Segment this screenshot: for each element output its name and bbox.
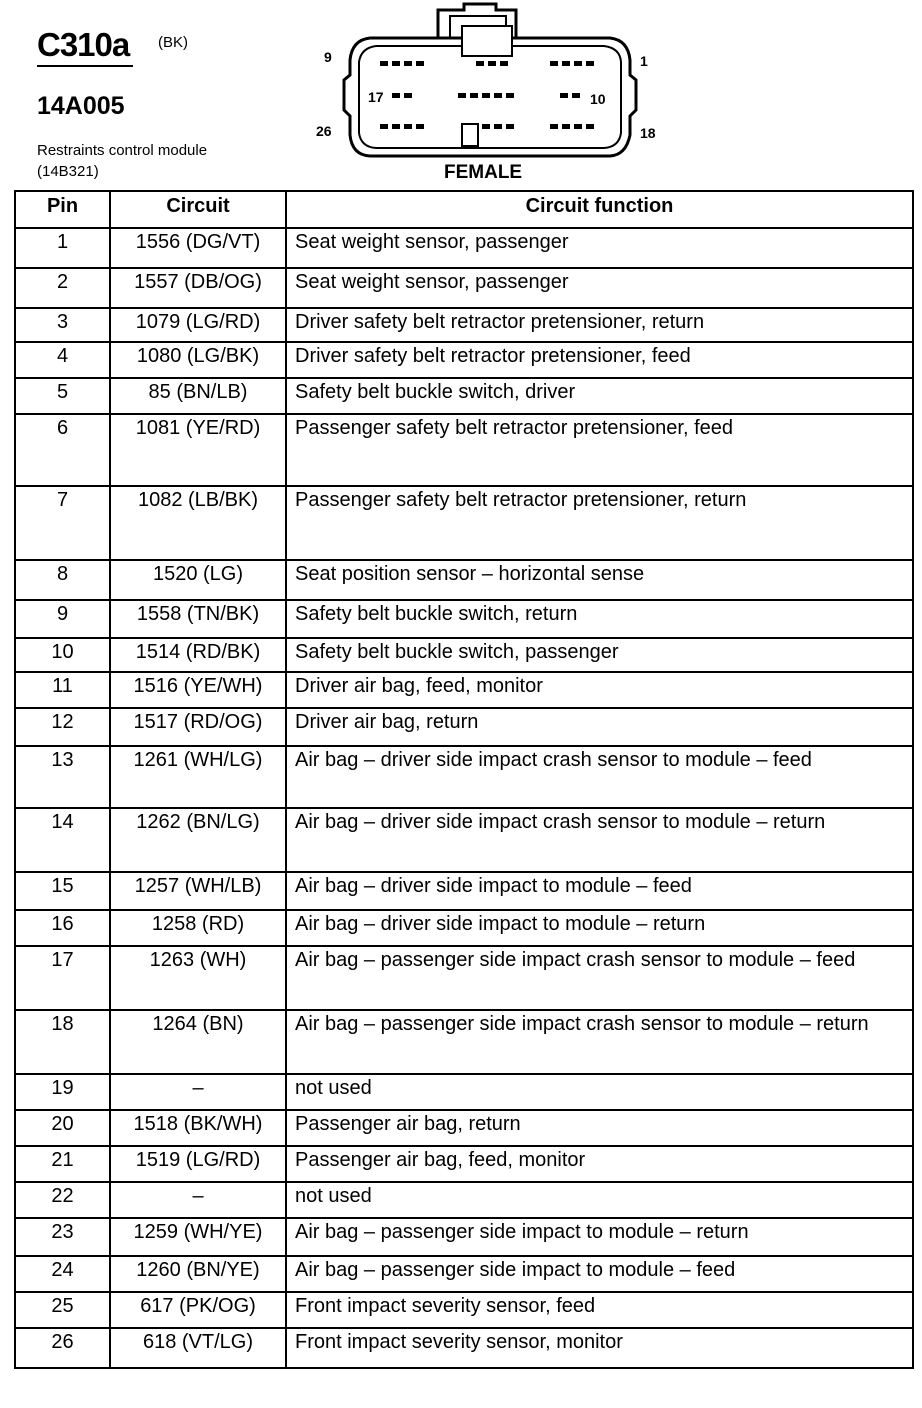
header-pin: Pin: [15, 191, 110, 228]
key-slot-top: [462, 26, 512, 56]
cell-function: not used: [286, 1074, 913, 1110]
pin-rows: [15, 228, 913, 1368]
table-row: [15, 672, 913, 708]
cell-function: Seat weight sensor, passenger: [286, 268, 913, 308]
cell-function: Air bag – passenger side impact to module – feed: [286, 1256, 913, 1292]
cell-circuit: 617 (PK/OG): [110, 1292, 286, 1328]
cell-circuit: –: [110, 1182, 286, 1218]
table-row: [15, 308, 913, 342]
cavity: [574, 61, 582, 66]
table-row: [15, 1146, 913, 1182]
pin-marker-17: 17: [368, 89, 384, 105]
cell-function: not used: [286, 1182, 913, 1218]
cavity: [562, 124, 570, 129]
table-row: [15, 378, 913, 414]
table-row: [15, 600, 913, 638]
cell-function: Safety belt buckle switch, return: [286, 600, 913, 638]
cell-function: Air bag – driver side impact crash sensor to module – feed: [286, 746, 913, 808]
cell-function: Air bag – driver side impact crash sensor to module – return: [286, 808, 913, 872]
table-row: [15, 910, 913, 946]
cell-circuit: 1259 (WH/YE): [110, 1218, 286, 1256]
cell-circuit: 1079 (LG/RD): [110, 308, 286, 342]
cell-function: Seat position sensor – horizontal sense: [286, 560, 913, 600]
header-circuit-function: Circuit function: [286, 191, 913, 228]
cell-circuit: 1556 (DG/VT): [110, 228, 286, 268]
cell-function: Air bag – passenger side impact crash sensor to module – return: [286, 1010, 913, 1074]
cavity: [550, 61, 558, 66]
table-row: [15, 1074, 913, 1110]
pin-marker-1: 1: [640, 53, 648, 69]
pin-marker-18: 18: [640, 125, 656, 141]
cell-pin: 15: [15, 872, 110, 910]
cell-pin: 8: [15, 560, 110, 600]
connector-face-diagram: [310, 0, 670, 170]
pin-marker-9: 9: [324, 49, 332, 65]
table-row: [15, 1256, 913, 1292]
cell-pin: 26: [15, 1328, 110, 1368]
cell-pin: 20: [15, 1110, 110, 1146]
cavity: [458, 93, 466, 98]
header-circuit: Circuit: [110, 191, 286, 228]
cell-function: Passenger air bag, feed, monitor: [286, 1146, 913, 1182]
cavity: [392, 61, 400, 66]
cell-function: Seat weight sensor, passenger: [286, 228, 913, 268]
cavity: [488, 61, 496, 66]
table-row: [15, 1110, 913, 1146]
cell-function: Front impact severity sensor, feed: [286, 1292, 913, 1328]
key-slot-bottom: [462, 124, 478, 146]
cell-circuit: 1261 (WH/LG): [110, 746, 286, 808]
cavity: [404, 124, 412, 129]
cell-function: Driver air bag, return: [286, 708, 913, 746]
table-row: [15, 560, 913, 600]
cavity: [380, 61, 388, 66]
cell-pin: 17: [15, 946, 110, 1010]
cell-pin: 10: [15, 638, 110, 672]
cell-circuit: 1558 (TN/BK): [110, 600, 286, 638]
table-row: [15, 1182, 913, 1218]
pin-table: [14, 190, 914, 1369]
cavity: [380, 124, 388, 129]
table-row: [15, 1218, 913, 1256]
cell-pin: 9: [15, 600, 110, 638]
cell-circuit: 1080 (LG/BK): [110, 342, 286, 378]
cell-pin: 12: [15, 708, 110, 746]
cavity: [494, 93, 502, 98]
part-number: 14A005: [37, 92, 125, 120]
connector-view-label: FEMALE: [444, 162, 523, 183]
connector-header: [0, 0, 922, 190]
cavity: [392, 93, 400, 98]
cell-circuit: 1082 (LB/BK): [110, 486, 286, 560]
cell-circuit: 1517 (RD/OG): [110, 708, 286, 746]
cell-function: Passenger safety belt retractor pretensioner, feed: [286, 414, 913, 486]
cell-pin: 19: [15, 1074, 110, 1110]
cavity: [482, 93, 490, 98]
cell-pin: 16: [15, 910, 110, 946]
cell-circuit: 1258 (RD): [110, 910, 286, 946]
cell-circuit: 1514 (RD/BK): [110, 638, 286, 672]
cell-pin: 11: [15, 672, 110, 708]
cavity: [574, 124, 582, 129]
cell-pin: 21: [15, 1146, 110, 1182]
cavity: [416, 61, 424, 66]
cavity: [392, 124, 400, 129]
cell-circuit: 1516 (YE/WH): [110, 672, 286, 708]
cell-function: Front impact severity sensor, monitor: [286, 1328, 913, 1368]
cell-pin: 5: [15, 378, 110, 414]
cell-function: Air bag – passenger side impact crash sensor to module – feed: [286, 946, 913, 1010]
cell-circuit: 1262 (BN/LG): [110, 808, 286, 872]
cell-circuit: 1518 (BK/WH): [110, 1110, 286, 1146]
cell-circuit: 1263 (WH): [110, 946, 286, 1010]
cavity: [586, 124, 594, 129]
cavity: [506, 124, 514, 129]
table-row: [15, 1292, 913, 1328]
cell-pin: 6: [15, 414, 110, 486]
cell-pin: 25: [15, 1292, 110, 1328]
cell-circuit: 1081 (YE/RD): [110, 414, 286, 486]
table-row: [15, 708, 913, 746]
cell-pin: 13: [15, 746, 110, 808]
table-row: [15, 268, 913, 308]
cell-function: Driver air bag, feed, monitor: [286, 672, 913, 708]
cell-circuit: 618 (VT/LG): [110, 1328, 286, 1368]
pin-cavities: [380, 61, 594, 129]
cell-circuit: 1260 (BN/YE): [110, 1256, 286, 1292]
cavity: [550, 124, 558, 129]
cell-pin: 23: [15, 1218, 110, 1256]
cavity: [562, 61, 570, 66]
cell-circuit: –: [110, 1074, 286, 1110]
connector-code: C310a: [37, 26, 130, 63]
cavity: [476, 61, 484, 66]
table-row: [15, 1328, 913, 1368]
cavity: [560, 93, 568, 98]
cell-pin: 1: [15, 228, 110, 268]
table-header-row: [15, 191, 913, 228]
cell-pin: 7: [15, 486, 110, 560]
table-row: [15, 342, 913, 378]
cavity: [404, 93, 412, 98]
cell-pin: 2: [15, 268, 110, 308]
cell-function: Passenger air bag, return: [286, 1110, 913, 1146]
cavity: [494, 124, 502, 129]
cell-circuit: 1557 (DB/OG): [110, 268, 286, 308]
cell-pin: 18: [15, 1010, 110, 1074]
pin-marker-26: 26: [316, 123, 332, 139]
cavity: [470, 93, 478, 98]
table-row: [15, 228, 913, 268]
cell-pin: 3: [15, 308, 110, 342]
connector-color: (BK): [158, 34, 188, 51]
cell-circuit: 1257 (WH/LB): [110, 872, 286, 910]
cell-function: Air bag – driver side impact to module – return: [286, 910, 913, 946]
table-row: [15, 1010, 913, 1074]
cell-pin: 22: [15, 1182, 110, 1218]
cell-function: Driver safety belt retractor pretensioner, feed: [286, 342, 913, 378]
table-row: [15, 486, 913, 560]
cell-pin: 14: [15, 808, 110, 872]
cavity: [586, 61, 594, 66]
cell-function: Passenger safety belt retractor pretensioner, return: [286, 486, 913, 560]
cell-function: Safety belt buckle switch, driver: [286, 378, 913, 414]
table-row: [15, 872, 913, 910]
cell-circuit: 85 (BN/LB): [110, 378, 286, 414]
cavity: [572, 93, 580, 98]
cavity: [416, 124, 424, 129]
cell-circuit: 1520 (LG): [110, 560, 286, 600]
cell-circuit: 1519 (LG/RD): [110, 1146, 286, 1182]
table-row: [15, 746, 913, 808]
table-row: [15, 946, 913, 1010]
cell-circuit: 1264 (BN): [110, 1010, 286, 1074]
title-underline: [37, 65, 133, 67]
cell-function: Air bag – driver side impact to module – feed: [286, 872, 913, 910]
cavity: [404, 61, 412, 66]
pin-marker-10: 10: [590, 91, 606, 107]
table-row: [15, 808, 913, 872]
cell-pin: 4: [15, 342, 110, 378]
cell-function: Driver safety belt retractor pretensioner, return: [286, 308, 913, 342]
connector-description: Restraints control module (14B321): [37, 142, 208, 180]
cavity: [506, 93, 514, 98]
table-row: [15, 414, 913, 486]
cell-pin: 24: [15, 1256, 110, 1292]
cell-function: Safety belt buckle switch, passenger: [286, 638, 913, 672]
table-row: [15, 638, 913, 672]
cavity: [500, 61, 508, 66]
cell-function: Air bag – passenger side impact to module – return: [286, 1218, 913, 1256]
cavity: [482, 124, 490, 129]
